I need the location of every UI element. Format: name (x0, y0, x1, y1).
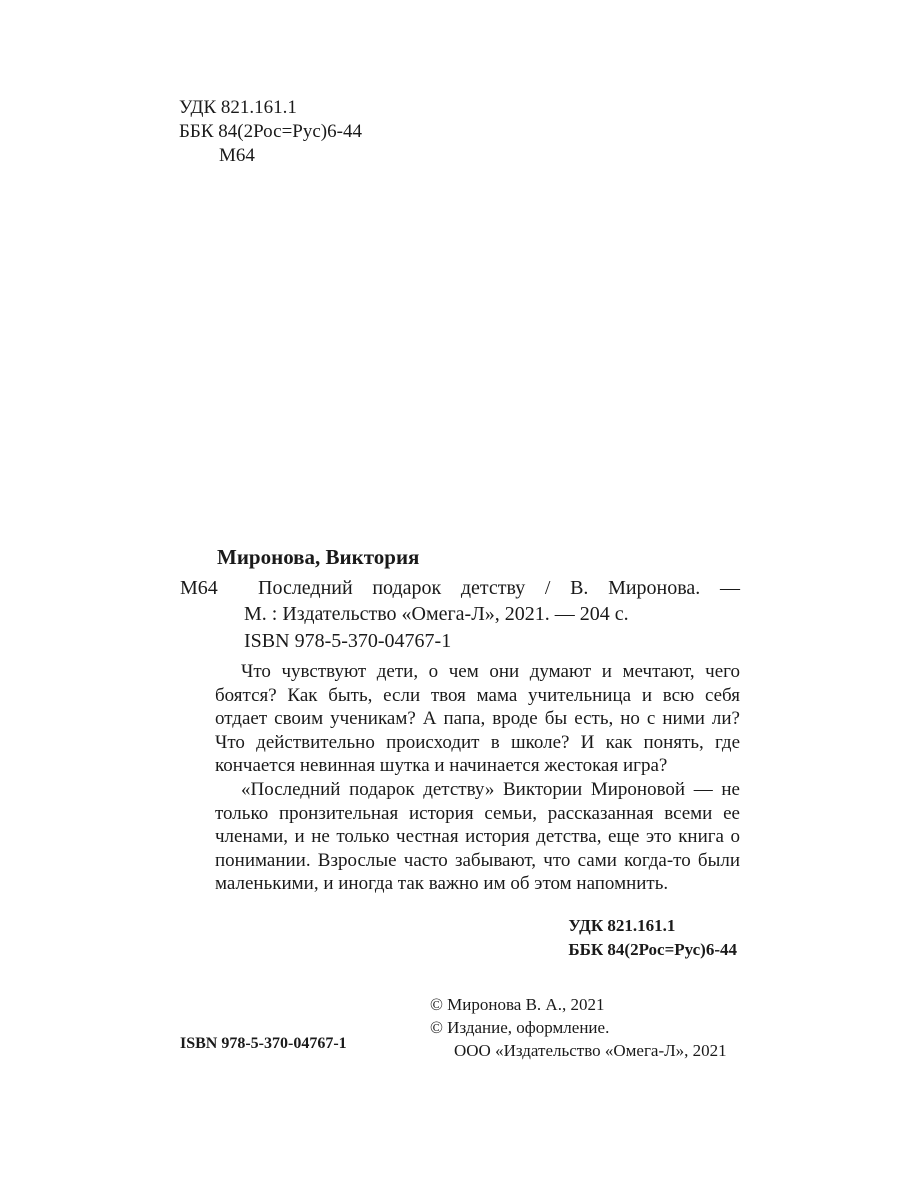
card-title-line (258, 577, 740, 600)
copyright-publisher: ООО «Издательство «Омега-Л», 2021 (454, 1041, 727, 1060)
udk-code-bold: УДК 821.161.1 (568, 916, 676, 935)
copyright-block (430, 993, 727, 1062)
title-word: Последний (258, 577, 353, 599)
bbk-code-bold: ББК 84(2Рос=Рус)6-44 (568, 940, 737, 959)
bbk-code: ББК 84(2Рос=Рус)6-44 (179, 121, 362, 142)
isbn-bold: ISBN 978-5-370-04767-1 (180, 1035, 347, 1052)
title-word: — (719, 577, 740, 599)
annotation-paragraph: «Последний подарок детству» Виктории Мироновой — не только пронзительная история семьи, рассказанная всеми ее членами, и не только честная история детства, еще это книга о понимании. Взрослые часто забывают, что сами когда-то были маленькими, и иногда так важно им об этом напомнить. (215, 778, 740, 895)
card-publication: М. : Издательство «Омега-Л», 2021. — 204 с. (244, 603, 629, 625)
udk-code: УДК 821.161.1 (179, 97, 297, 118)
book-annotation (215, 660, 740, 896)
bottom-classification-codes (568, 914, 737, 962)
copyright-edition: © Издание, оформление. (430, 1018, 610, 1037)
copyright-author: © Миронова В. А., 2021 (430, 995, 605, 1014)
title-word: Миронова. (608, 577, 701, 599)
author-sign: М64 (219, 145, 255, 166)
title-word: В. (570, 577, 589, 599)
card-author-sign: М64 (180, 577, 218, 599)
annotation-paragraph: Что чувствуют дети, о чем они думают и мечтают, чего боятся? Как быть, если твоя мама учительница и всю себя отдает своим ученикам? А папа, вроде бы есть, но с ними ли? Что действительно происходит в школе? И как понять, где кончается невинная шутка и начинается жестокая игра? (215, 661, 740, 777)
top-classification-codes (179, 96, 362, 168)
title-word: / (544, 577, 551, 599)
card-author: Миронова, Виктория (217, 545, 420, 569)
title-word: детству (460, 577, 526, 599)
card-isbn: ISBN 978-5-370-04767-1 (244, 630, 452, 652)
title-word: подарок (372, 577, 442, 599)
